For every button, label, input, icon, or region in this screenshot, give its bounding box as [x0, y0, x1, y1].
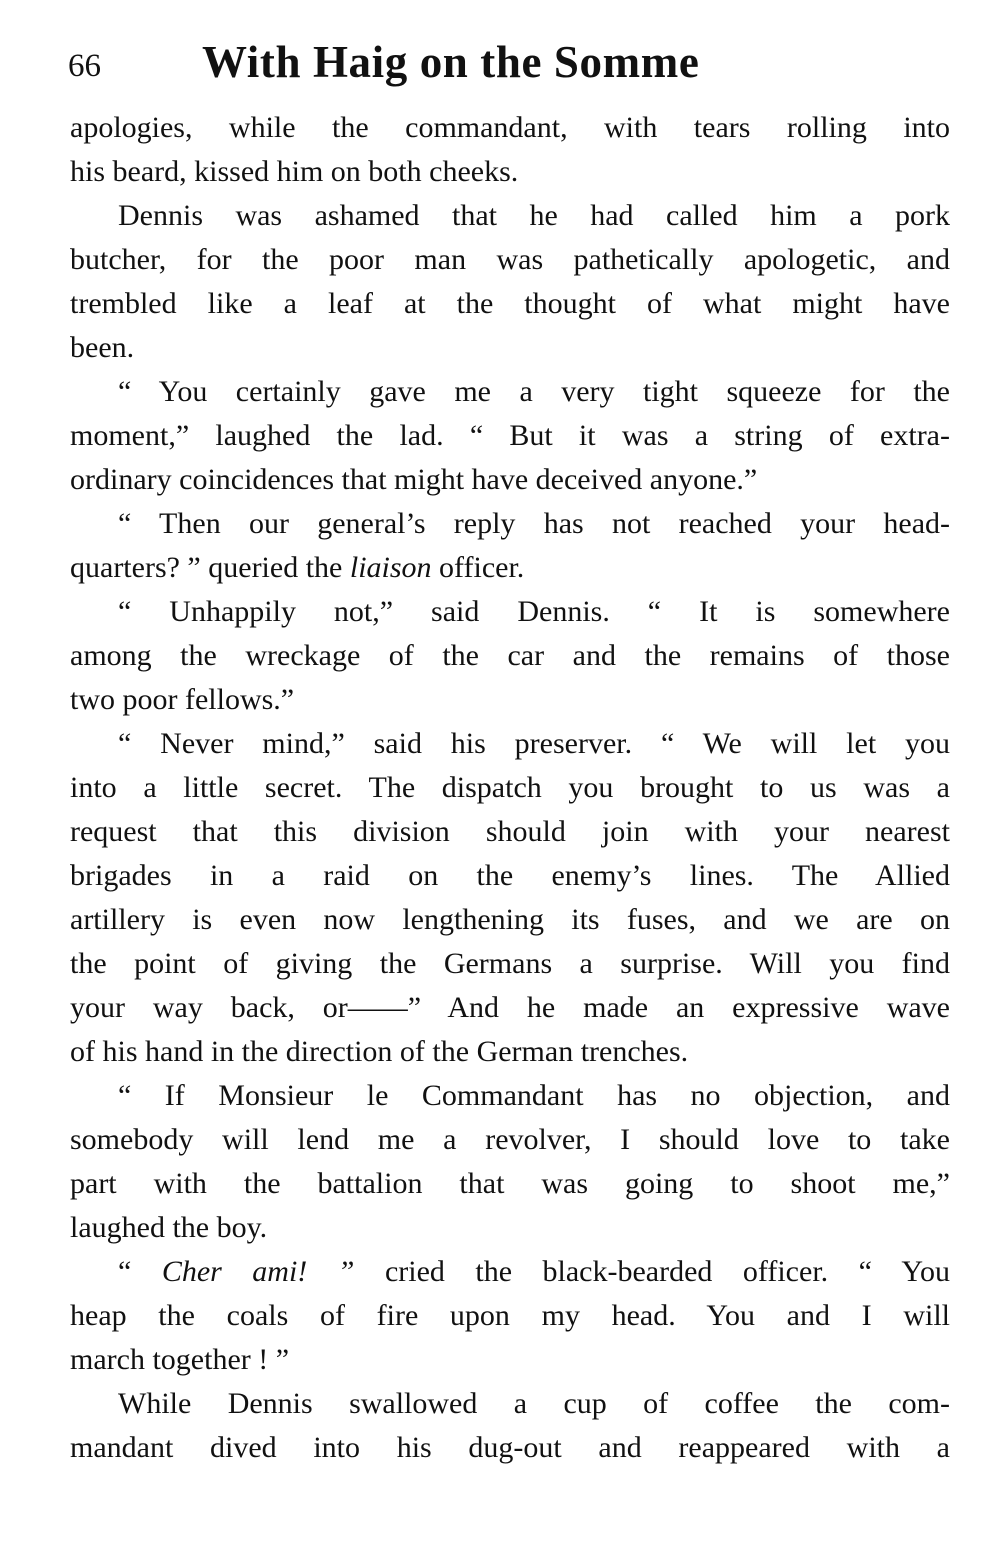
text-line: While Dennis swallowed a cup of coffee the com- — [118, 1387, 950, 1420]
text-line: artillery is even now lengthening its fuses, and we are on — [70, 903, 950, 936]
text-line: “ You certainly gave me a very tight squeeze for the — [118, 375, 950, 408]
italic-text: liaison — [349, 551, 432, 584]
text-segment: cried the black-bearded officer. “ You — [354, 1255, 950, 1288]
text-line: your way back, or——” And he made an expressive wave — [70, 991, 950, 1024]
text-line: into a little secret. The dispatch you brought to us was a — [70, 771, 950, 804]
text-line — [70, 546, 950, 590]
text-line: “ Then our general’s reply has not reached your head- — [118, 507, 950, 540]
text-line: his beard, kissed him on both cheeks. — [70, 155, 519, 188]
text-line: heap the coals of fire upon my head. You and I will — [70, 1299, 950, 1332]
text-line: mandant dived into his dug-out and reappeared with a — [70, 1431, 950, 1464]
text-line: laughed the boy. — [70, 1211, 268, 1244]
text-line — [70, 1250, 950, 1294]
text-line: part with the battalion that was going to shoot me,” — [70, 1167, 950, 1200]
text-line: Dennis was ashamed that he had called him a pork — [118, 199, 950, 232]
text-line: “ Unhappily not,” said Dennis. “ It is somewhere — [118, 595, 950, 628]
text-segment: “ — [118, 1255, 162, 1288]
text-line: apologies, while the commandant, with tears rolling into — [70, 111, 950, 144]
text-line: somebody will lend me a revolver, I should love to take — [70, 1123, 950, 1156]
page-header — [68, 38, 948, 94]
text-line: request that this division should join with your nearest — [70, 815, 950, 848]
italic-text: Cher ami! ” — [161, 1255, 355, 1288]
text-line: “ Never mind,” said his preserver. “ We will let you — [118, 727, 950, 760]
text-segment: officer. — [431, 551, 525, 584]
text-line: the point of giving the Germans a surprise. Will you find — [70, 947, 950, 980]
text-line: butcher, for the poor man was pathetically apologetic, and — [70, 243, 950, 276]
text-segment: quarters? ” queried the — [70, 551, 350, 584]
text-line: of his hand in the direction of the German trenches. — [70, 1035, 689, 1068]
text-line: two poor fellows.” — [70, 683, 295, 716]
text-line: trembled like a leaf at the thought of what might have — [70, 287, 950, 320]
text-line: brigades in a raid on the enemy’s lines. The Allied — [70, 859, 950, 892]
text-line: march together ! ” — [70, 1343, 290, 1376]
text-line: among the wreckage of the car and the remains of those — [70, 639, 950, 672]
text-line: moment,” laughed the lad. “ But it was a string of extra- — [70, 419, 950, 452]
running-title: With Haig on the Somme — [202, 37, 700, 87]
text-line: ordinary coincidences that might have deceived anyone.” — [70, 463, 758, 496]
text-line: been. — [70, 331, 135, 364]
page-number: 66 — [68, 48, 101, 84]
body-text — [70, 106, 950, 1470]
text-line: “ If Monsieur le Commandant has no objection, and — [118, 1079, 950, 1112]
